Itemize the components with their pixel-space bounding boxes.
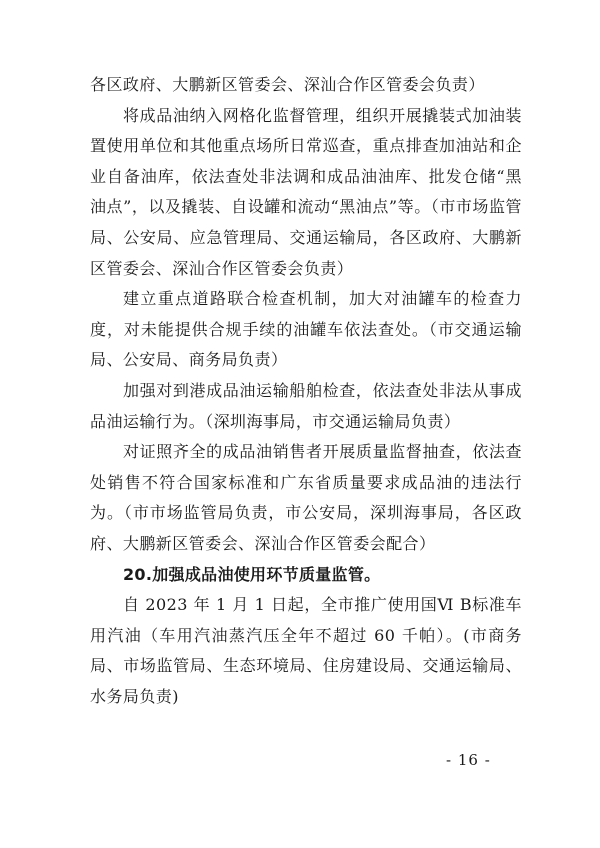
paragraph-continuation: 各区政府、大鹏新区管委会、深汕合作区管委会负责） (90, 75, 485, 94)
document-body (90, 70, 522, 712)
paragraph-grid-supervision: 将成品油纳入网格化监督管理，组织开展撬装式加油装置使用单位和其他重点场所日常巡查，重点排查加油站和企业自备油库，依法查处非法调和成品油油库、批发仓储“黑油点”，以及撬装、自设罐和流动“黑油点”等。（市市场监管局、公安局、应急管理局、交通运输局，各区政府、大鹏新区管委会、深汕合作区管委会负责） (90, 105, 522, 278)
paragraph-quality-check: 对证照齐全的成品油销售者开展质量监督抽查，依法查处销售不符合国家标准和广东省质量要求成品油的违法行为。（市市场监管局负责，市公安局，深圳海事局，各区政府、大鹏新区管委会、深汕合作区管委会配合） (90, 442, 522, 553)
section-heading: 20.加强成品油使用环节质量监管。 (123, 564, 381, 584)
paragraph-ship-inspection: 加强对到港成品油运输船舶检查，依法查处非法从事成品油运输行为。（深圳海事局，市交通运输局负责） (90, 380, 522, 431)
paragraph-road-inspection: 建立重点道路联合检查机制，加大对油罐车的检查力度，对未能提供合规手续的油罐车依法查处。（市交通运输局、公安局、商务局负责） (90, 289, 522, 370)
paragraph-fuel-standard: 自 2023 年 1 月 1 日起，全市推广使用国Ⅵ B标准车用汽油（车用汽油蒸汽压全年不超过 60 千帕）。(市商务局、市场监管局、生态环境局、住房建设局、交通运输局、水务局负责) (90, 595, 522, 706)
page-number: - 16 - (446, 751, 491, 769)
